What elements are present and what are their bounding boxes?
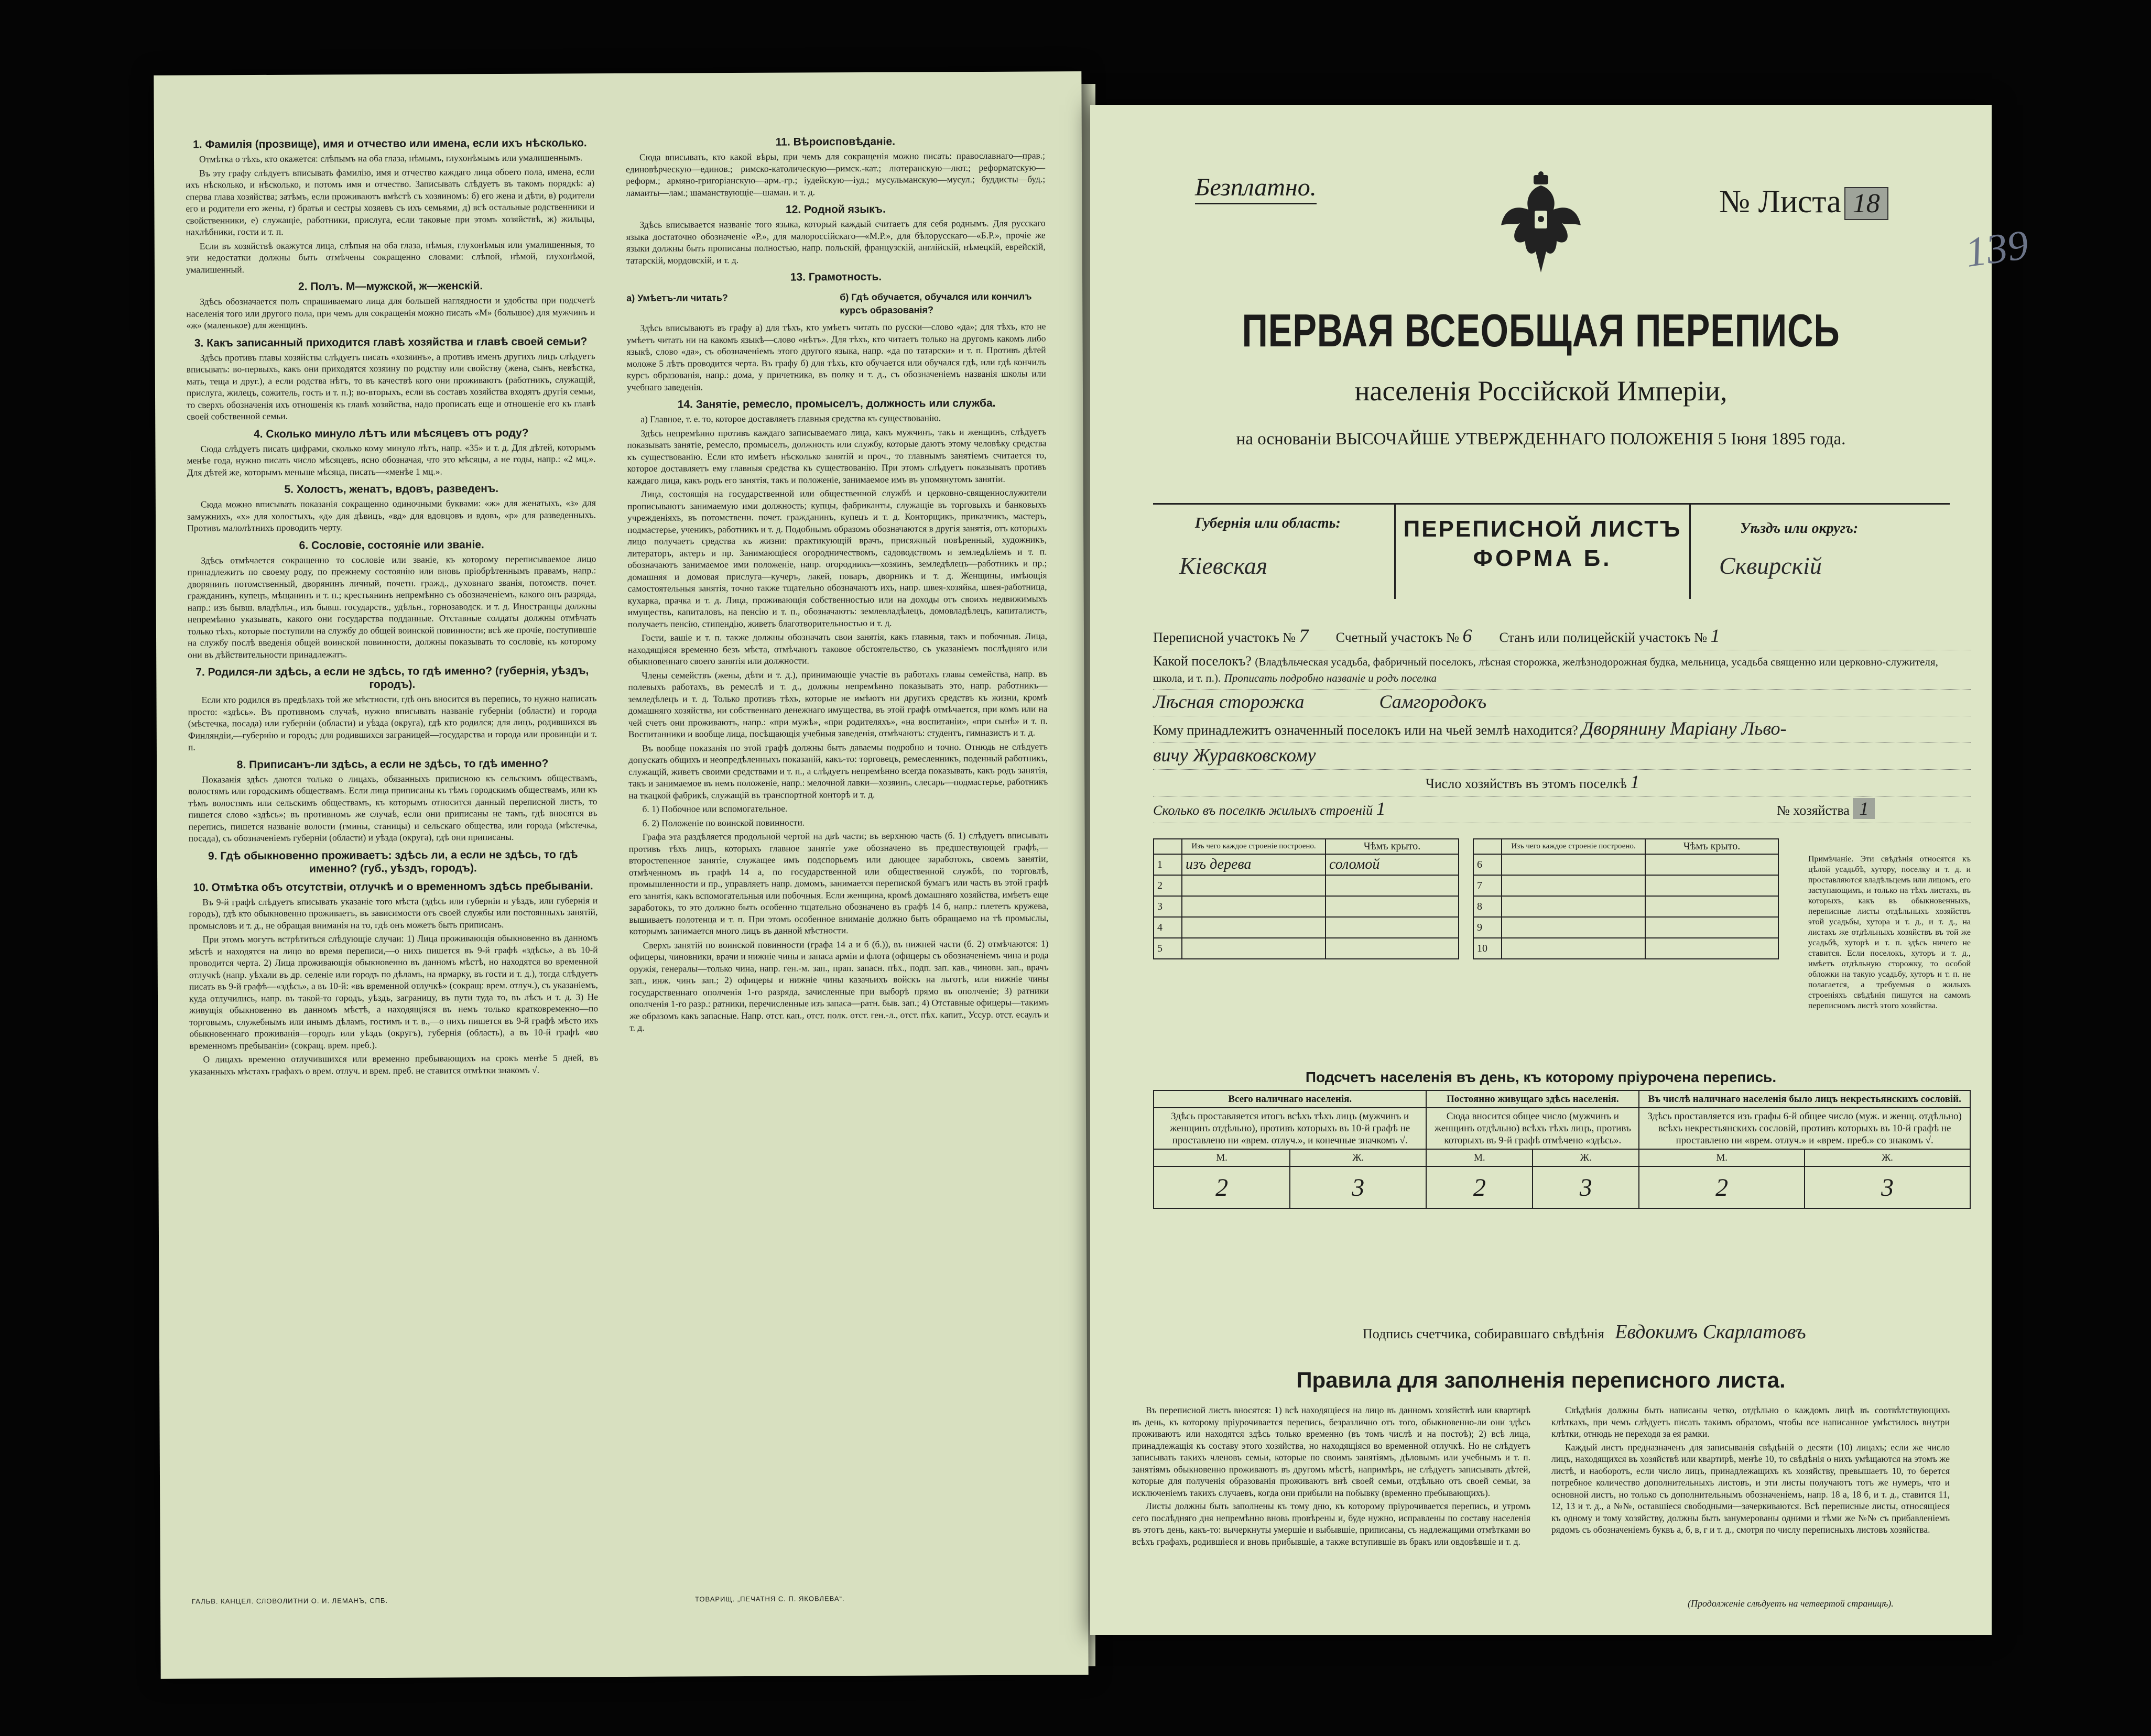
building-material	[1502, 854, 1645, 875]
instruction-subheading: б) Гдѣ обучается, обучался или кончилъ курсъ образованія?	[840, 291, 1032, 316]
present-population-header: Всего наличнаго населенія.	[1154, 1090, 1426, 1108]
form-title: ПЕРЕПИСНОЙ ЛИСТЪ	[1403, 516, 1682, 542]
building-material	[1502, 938, 1645, 959]
instruction-paragraph: Сверхъ занятій по воинской повинности (графа 14 а и б (б.)), въ нижней части (б. 2) отмѣчаются: 1) офицеры, чиновники, врачи и нижніе чины и запаса арміи и флота (офицеры съ обозначеніемъ чина и рода оружія, генералы—только чина, напр. ген.-м. зап., прап. запасн. пѣх., подп. зап. кав., чиновн. зап., врачъ зап., инж. чинъ зап.; 2) офицеры и нижніе чины казачьихъ войскъ на льготѣ, или нижніе чины государственнаго ополченія 1-го разряда, зачисленные при выборѣ прямо въ ополченіе; 3) ратники ополченія 1-го разр.: ратники, перечисленные изъ запаса—ратн. быв. зап.; 4) Отставные офицеры—такимъ же образомъ какъ запасные. Напр. отст. кап., отст. полк. отст. ген.-л., отст. пѣх. капит., Уссур. отст. есаулъ и т. д.	[629, 937, 1049, 1033]
rules-title: Правила для заполненія переписного листа.	[1296, 1368, 1786, 1392]
left-page	[154, 71, 1088, 1679]
building-row	[1473, 938, 1778, 959]
instruction-paragraph: Здѣсь вписывается названіе того языка, который каждый считаетъ для себя роднымъ. Для русскаго языка достаточно обозначеніе «Р.», для малороссійскаго—«М.Р.», для бѣлорусскаго—«Б.Р.», прочіе же языки должны быть прописаны полностью, напр. польскій, французскій, англійскій, нѣмецкій, еврейскій, татарскій, мордовскій, и т. д.	[626, 217, 1046, 266]
buildings-note: Примѣчаніе. Эти свѣдѣнія относятся къ цѣлой усадьбѣ, хутору, поселку и т. д. и проставляются владѣльцемъ или лицомъ, его заступающимъ, и только на тѣхъ листахъ, въ которыхъ, какъ въ обыкновенныхъ, переписные листы отдѣльныхъ хозяйствъ этой усадьбы, хутора и т. д., и т. д., на листахъ же отдѣльныхъ хозяйствъ въ той же усадьбѣ, хуторѣ и т. п. здѣсь ничего не ставится. Если поселокъ, хуторъ и т. д., имѣетъ отдѣльную сторожку, то особой обложки на такую усадьбу, хуторъ и т. п. не полагается, а требуемыя о жилыхъ строеніяхъ свѣдѣнія пишутся на самомъ переписномъ листѣ этого хозяйства.	[1808, 855, 1971, 1010]
instruction-heading: 2. Полъ. М—мужской, ж—женскій.	[298, 280, 483, 293]
census-district-value: 7	[1299, 625, 1309, 646]
settlement-label: Какой поселокъ?	[1153, 653, 1252, 669]
instruction-paragraph: Здѣсь вписываютъ въ графу а) для тѣхъ, кто умѣетъ читать по русски—слово «да»; для тѣхъ, кто не умѣетъ читать ни на какомъ языкѣ—слово «нѣтъ». Для тѣхъ, кто читаетъ только на другомъ какомъ либо языкѣ, слово «да», съ обозначеніемъ этого другого языка, напр. «да по татарски» и т. п. Противъ дѣтей моложе 5 лѣтъ проводится черта. Въ графу б) для тѣхъ, кто обучается или обучался гдѣ, или гдѣ кончилъ курсъ образованія, напр.: дома, у причетника, въ полку и т. д., съ обозначеніемъ названія школы или учебнаго заведенія.	[626, 321, 1046, 392]
census-title: ПЕРВАЯ ВСЕОБЩАЯ ПЕРЕПИСЬ	[1242, 304, 1840, 356]
owner-value-2: вичу Журавковскому	[1153, 745, 1316, 766]
instruction-paragraph: Здѣсь отмѣчается сокращенно то сословіе или званіе, къ которому переписываемое лицо принадлежитъ по своему роду, по прежнему состоянію или вновь пріобрѣтеннымъ правамъ, напр.: дворянинъ потомственный, дворянинъ личный, почетн. гражд., духовнаго званія, потомств. почет. гражданинъ, купецъ, мѣщанинъ и т. п.; крестьянинъ непремѣнно съ обозначеніемъ, какого онъ разряда, напр.: изъ бывш. владѣльч., изъ бывш. государств., удѣльн., горнозаводск. и т. д. Иностранцы должны непремѣнно указывать, какого они государства подданные. Отставные солдаты должны отмѣчать только тѣхъ, которые поступили на службу до общей воинской повинности; всѣ же прочіе, поступившіе на службу послѣ введенія общей воинской повинности, должны показывать то сословіе, къ которому они въ дѣйствительности принадлежатъ.	[187, 553, 597, 660]
building-material: изъ дерева	[1182, 854, 1326, 875]
building-row	[1154, 938, 1459, 959]
building-roof: соломой	[1326, 854, 1459, 875]
settlement-type-value: Лѣсная сторожка	[1153, 691, 1305, 712]
district-value: Сквирскій	[1719, 552, 1822, 579]
instruction-heading: 10. Отмѣтка объ отсутствіи, отлучкѣ и о временномъ здѣсь пребываніи.	[193, 879, 593, 894]
non-peasant-header: Въ числѣ наличнаго населенія было лицъ некрестьянскихъ сословій.	[1639, 1090, 1970, 1108]
building-row	[1473, 896, 1778, 917]
building-row	[1154, 854, 1459, 875]
instruction-heading: 8. Приписанъ-ли здѣсь, а если не здѣсь, то гдѣ именно?	[236, 757, 549, 771]
present-female-count: 3	[1290, 1166, 1426, 1208]
instruction-heading: 13. Грамотность.	[790, 270, 882, 283]
instruction-paragraph: Здѣсь обозначается полъ спрашиваемаго лица для большей наглядности и удобства при подсчетѣ населенія того или другого пола, при чемъ для сокращенія можно писать «М» (большое) для мужчинъ и «ж» (маленькое) для женщинъ.	[186, 294, 595, 331]
police-district-value: 1	[1710, 625, 1720, 646]
building-material-header: Изъ чего каждое строеніе построено.	[1502, 839, 1645, 854]
instruction-paragraph: Сюда слѣдуетъ писать цифрами, сколько кому минуло лѣтъ, напр. «35» и т. д. Для дѣтей, которымъ менѣе года, нужно писать число мѣсяцевъ, ясно обозначая, что это мѣсяцы, а не годы, напр.: «2 мц.». Для дѣтей же, которымъ меньше мѣсяца, писать—«менѣе 1 мц.».	[187, 441, 596, 478]
building-roof-header: Чѣмъ крыто.	[1326, 839, 1459, 854]
police-district-label: Станъ или полицейскій участокъ №	[1499, 630, 1708, 645]
settlement-value-row	[1153, 690, 1971, 716]
right-page	[1090, 105, 2032, 1635]
building-roof	[1645, 854, 1778, 875]
buildings-section	[1153, 838, 1971, 1058]
present-population-instruction: Здѣсь проставляется итогъ всѣхъ тѣхъ лицъ (мужчинъ и женщинъ отдѣльно), противъ которыхъ въ 10-й графѣ не проставлено ни «врем. отлуч.», и конечные значкомъ √.	[1154, 1108, 1426, 1149]
instruction-paragraph: б. 2) Положеніе по воинской повинности.	[642, 816, 805, 828]
households-label: Число хозяйствъ въ этомъ поселкѣ	[1426, 776, 1627, 791]
instruction-paragraph: Сюда можно вписывать показанія сокращенно одиночными буквами: «ж» для женатыхъ, «з» для замужнихъ, «х» для холостыхъ, «д» для дѣвицъ, «вд» для вдовцовъ и вдовъ, «р» для разведенныхъ. Противъ малолѣтнихъ проводить черту.	[187, 497, 596, 533]
building-number: 8	[1473, 896, 1502, 917]
instruction-subheadings	[626, 285, 1046, 320]
building-material	[1502, 917, 1645, 938]
building-material	[1182, 938, 1326, 959]
instruction-paragraph: Въ вообще показанія по этой графѣ должны быть даваемы подробно и точно. Отнюдь не слѣдуетъ допускать общихъ и неопредѣленныхъ показаній, какъ-то: торговецъ, ремесленникъ, поденный работникъ, служащій, живетъ своими средствами и т. п., а слѣдуетъ непремѣнно всегда показывать, какъ родъ занятія, такъ и занимаемое въ немъ положеніе, напр.: мелочной лавки—хозяинъ, слесарь—подмастерье, работникъ на ткацкой фабрикѣ, служащій въ транспортной конторѣ и т. д.	[628, 740, 1048, 801]
instruction-heading: 1. Фамилія (прозвище), имя и отчество или имена, если ихъ нѣсколько.	[193, 137, 587, 151]
male-header: М.	[1426, 1149, 1533, 1166]
building-number: 3	[1154, 896, 1182, 917]
population-count-title: Подсчетъ населенія въ день, къ которому пріурочена перепись.	[1305, 1069, 1777, 1085]
buildings-row	[1153, 796, 1971, 823]
instruction-paragraph: Если въ хозяйствѣ окажутся лица, слѣпыя на оба глаза, нѣмыя, глухонѣмыя или умалишенныя, то эти недостатки должны быть отмѣчены сокращенно словами: слѣпой, нѣмой, глухонѣмой, умалишенный.	[186, 238, 595, 275]
enumerator-signature	[1363, 1320, 1806, 1344]
instruction-heading: 12. Родной языкъ.	[785, 203, 886, 216]
building-material	[1502, 875, 1645, 896]
province-value: Кіевская	[1179, 552, 1268, 579]
building-number: 10	[1473, 938, 1502, 959]
census-subtitle: населенія Россійской Имперіи,	[1354, 375, 1728, 407]
resident-population-header: Постоянно живущаго здѣсь населенія.	[1426, 1090, 1639, 1108]
female-header: Ж.	[1290, 1149, 1426, 1166]
building-material	[1502, 896, 1645, 917]
owner-row-2	[1153, 743, 1971, 770]
counting-district-value: 6	[1462, 625, 1472, 646]
form-title-box	[1394, 505, 1691, 599]
rules-paragraph: Каждый листъ предназначенъ для записыванія свѣдѣній о десяти (10) лицахъ; если же число лицъ, находящихся въ хозяйствѣ или квартирѣ, менѣе 10, то свѣдѣнія о нихъ умѣщаются на этомъ же листѣ, и наоборотъ, если число лицъ, принадлежащихъ къ хозяйству, превышаетъ 10, то берется потребное количество дополнительныхъ листовъ, и эти листы получаютъ тотъ же нумеръ, что и основной листъ, но только съ дополнительнымъ обозначеніемъ, напр. 18 а, 18 б, и т. д., ставится 11, 12, 13 и т. д., а №№, оставшіеся свободными—зачеркиваются. Всѣ переписные листы, относящіеся къ одному и тому хозяйству, должны быть занумерованы одними и тѣми же №№ съ прибавленіемъ рядомъ съ обозначеніемъ буквъ а, б, в, г и т. д., смотря по числу переписныхъ листовъ хозяйства.	[1551, 1442, 1950, 1535]
buildings-table-2	[1473, 838, 1779, 959]
male-header: М.	[1154, 1149, 1290, 1166]
owner-value-1: Дворянину Маріану Льво-	[1581, 718, 1787, 739]
form-header	[1153, 503, 1950, 609]
instruction-heading: 5. Холостъ, женатъ, вдовъ, разведенъ.	[284, 483, 499, 496]
building-material	[1182, 875, 1326, 896]
sheet-number-label: № Листа	[1719, 184, 1841, 220]
instruction-paragraph: Отмѣтка о тѣхъ, кто окажется: слѣпымъ на оба глаза, нѣмымъ, глухонѣмымъ или умалишеннымъ.	[199, 152, 583, 165]
building-row	[1154, 875, 1459, 896]
owner-row	[1153, 716, 1971, 743]
female-header: Ж.	[1533, 1149, 1639, 1166]
printer-imprint-right: ТОВАРИЩ. „ПЕЧАТНЯ С. П. ЯКОВЛЕВА“.	[694, 1595, 845, 1603]
building-roof	[1645, 875, 1778, 896]
instruction-paragraph: Здѣсь противъ главы хозяйства слѣдуетъ писать «хозяинъ», а противъ именъ другихъ лицъ слѣдуетъ вписывать: во-первыхъ, какъ они приходятся хозяину по родству или свойству (жена, сынъ, невѣстка, мать, теща и друг.), а если родства нѣтъ, то въ качествѣ кого они проживаютъ (работникъ, служащій, прислуга, жилецъ, сожитель, гость и т. п.); во-вторыхъ, если въ составъ хозяйства входятъ другія семьи, то сверхъ обозначенія ихъ отношенія къ главѣ хозяйства, надо прописать еще и отношеніе его къ главѣ своей собственной семьи.	[186, 350, 596, 422]
instruction-paragraph: Здѣсь непремѣнно противъ каждаго записываемаго лица, какъ мужчинъ, такъ и женщинъ, слѣдуетъ показывать занятіе, ремесло, промыселъ, должность или службу, которые даютъ этому человѣку средства къ существованію. Если кто имѣетъ нѣсколько занятій и проч., то главнымъ занятіемъ считается то, которое доставляетъ ему главныя средства къ существованію. При этомъ слѣдуетъ показывать противъ каждаго лица, какъ родъ его занятія, такъ и положеніе, занимаемое имъ въ упомянутомъ занятіи.	[627, 425, 1047, 486]
non-peasant-female-count: 3	[1805, 1166, 1970, 1208]
district-label: Уѣздъ или округъ:	[1740, 520, 1859, 537]
rules-paragraph: Свѣдѣнія должны быть написаны четко, отдѣльно о каждомъ лицѣ въ соотвѣтствующихъ клѣткахъ, при чемъ слѣдуетъ писать такимъ образомъ, чтобы все написанное умѣстилось внутри клѣтки, отнюдь не переходя за ея рамки.	[1551, 1405, 1950, 1439]
households-value: 1	[1630, 771, 1640, 792]
settlement-hint-2: Прописать подробно названіе и родъ поселка	[1224, 672, 1437, 684]
resident-male-count: 2	[1426, 1166, 1533, 1208]
resident-female-count: 3	[1533, 1166, 1639, 1208]
building-roof	[1326, 917, 1459, 938]
instruction-paragraph: Сюда вписывать, кто какой вѣры, при чемъ для сокращенія можно писать: православнаго—прав.; единовѣрческую—единов.; римско-католическую—римск.-кат.; лютеранскую—лют.; реформатскую—реформ.; армяно-григоріанскую—арм.-гр.; іудейскую—іуд.; мусульманскую—мусул.; буддисты—буд.; ламаиты—лам.; шаманствующіе—шаман. и т. д.	[626, 150, 1046, 198]
instruction-paragraph: Въ эту графу слѣдуетъ вписывать фамилію, имя и отчество каждаго лица обоего пола, имена, если ихъ нѣсколько, и нѣсколько, и потомъ имя и отчество. Записывать слѣдуетъ въ такомъ порядкѣ: а) сперва глава хозяйства; затѣмъ, если проживаютъ вмѣстѣ съ хозяиномъ: б) его жена и дѣти, в) родители его и родители его жены, г) братья и сестры хозяевъ съ ихъ семьями, д) всѣ остальные родственники и свойственники, е) служащіе, работники, прислуга, если таковые при этомъ хозяйствѣ, ж) жильцы, нахлѣбники, гости и т. п.	[186, 166, 595, 237]
instructions-column-1	[186, 131, 599, 1079]
instruction-paragraph: Гости, вашіе и т. п. также должны обозначать свои занятія, какъ главныя, такъ и побочныя. Лица, находящіяся временно безъ мѣста, отмѣчаютъ таковое обстоятельство, съ указаніемъ послѣдняго или обыкновеннаго своего занятія или должности.	[628, 630, 1048, 667]
resident-population-instruction: Сюда вносится общее число (мужчинъ и женщинъ отдѣльно) всѣхъ тѣхъ лицъ, противъ которыхъ въ 9-й графѣ отмѣчено «здѣсь».	[1426, 1108, 1639, 1149]
non-peasant-male-count: 2	[1639, 1166, 1805, 1208]
building-row	[1473, 854, 1778, 875]
instruction-heading: 3. Какъ записанный приходится главѣ хозяйства и главѣ своей семьи?	[194, 335, 588, 350]
building-roof	[1326, 938, 1459, 959]
free-label: Безплатно.	[1195, 173, 1317, 204]
household-number-label: № хозяйства	[1777, 803, 1850, 818]
building-roof	[1645, 917, 1778, 938]
instruction-heading: 14. Занятіе, ремесло, промыселъ, должность или служба.	[677, 397, 996, 411]
building-row	[1473, 875, 1778, 896]
sheet-number-value: 18	[1844, 187, 1888, 220]
instructions-column-2	[626, 129, 1049, 1035]
owner-label: Кому принадлежитъ означенный поселокъ или на чьей землѣ находится?	[1153, 723, 1578, 738]
counting-district-label: Счетный участокъ №	[1335, 630, 1459, 645]
building-row	[1154, 896, 1459, 917]
signature-value: Евдокимъ Скарлатовъ	[1615, 1321, 1806, 1343]
present-male-count: 2	[1154, 1166, 1290, 1208]
instruction-paragraph: а) Главное, т. е. то, которое доставляетъ главныя средства къ существованію.	[640, 412, 941, 424]
building-number: 7	[1473, 875, 1502, 896]
buildings-label: Сколько въ поселкѣ жилыхъ строеній	[1153, 803, 1373, 818]
instruction-paragraph: Лица, состоящія на государственной или общественной службѣ и церковно-священнослужители прописываютъ занимаемую ими должность; купцы, фабриканты, служащіе въ торговыхъ и банковыхъ учрежденіяхъ, въ потомственн. почет. гражданинъ, купецъ и т. д. Конторщикъ, приказчикъ, мастеръ, подмастерье, ученикъ, работникъ и т. д. Подобнымъ образомъ обозначаются в другія занятія, отъ которыхъ лицо получаетъ средства къ жизни: практикующій врачъ, присяжный повѣренный, художникъ, литераторъ, актеръ и пр. Занимающіеся огородничествомъ, садоводствомъ и земледѣліемъ и т. п. обозначаютъ занимаемое ими положеніе, напр. огородникъ—хозяинъ, земледѣлецъ—работникъ и пр.; домашняя и домовая прислуга—кучеръ, лакей, поваръ, дворникъ и т. д. Женщины, имѣющія самостоятельныя занятія, точно также тщательно обозначаютъ ихъ, напр. швея-хозяйка, швея-работница, кухарка, прачка и т. д. Лица, проживающія собственностью или на доходы отъ своихъ недвижимыхъ имуществъ, капиталовъ, на пенсію и т. п., обозначаютъ: землевладѣлецъ, домовладѣлецъ, капиталистъ, получаетъ пенсію, стипендію, живетъ благотворительностью и т. д.	[627, 487, 1047, 629]
population-count-table	[1153, 1090, 1971, 1209]
location-fields	[1153, 624, 1971, 823]
instruction-paragraph: Если кто родился въ предѣлахъ той же мѣстности, гдѣ онъ вносится въ перепись, то нужно написать просто: «здѣсь». Въ противномъ случаѣ, нужно вписывать названіе губерніи (области) и города (мѣстечка, посада) или губерніи (области) и уѣзда (округа), гдѣ кто родился; для лицъ, родившихся въ Финляндіи,—губернію и городъ; для родившихся заграницей—государства и города или провинціи и т. п.	[188, 693, 597, 752]
building-number: 9	[1473, 917, 1502, 938]
household-number-value: 1	[1853, 798, 1875, 819]
census-district-label: Переписной участокъ №	[1153, 630, 1296, 645]
households-row	[1153, 770, 1971, 796]
sheet-number	[1719, 183, 1888, 221]
female-header: Ж.	[1805, 1149, 1970, 1166]
instruction-heading: 9. Гдѣ обыкновенно проживаетъ: здѣсь ли, а если не здѣсь, то гдѣ именно? (губ., уѣздъ, городъ).	[208, 848, 578, 875]
instruction-subheading: а) Умѣетъ-ли читать?	[626, 292, 728, 303]
legal-basis: на основаніи ВЫСОЧАЙШЕ УТВЕРЖДЕННАГО ПОЛОЖЕНІЯ 5 Іюня 1895 года.	[1236, 430, 1846, 449]
instruction-paragraph: б. 1) Побочное или вспомогательное.	[642, 803, 788, 814]
building-number: 1	[1154, 854, 1182, 875]
rules-paragraph: Листы должны быть заполнены къ тому дню, къ которому пріурочивается перепись, и утромъ сего послѣдняго дня непремѣнно вновь провѣрены и, буде нужно, исправлены по составу населенія въ этотъ день, какъ-то: вычеркнуты умершіе и выбывшіе, приписаны, съ надлежащими отмѣтками во всѣхъ графахъ, родившіеся и вновь прибывшіе, а также вступившіе въ бракъ или овдовѣвшіе и т. д.	[1132, 1501, 1530, 1547]
instruction-heading: 7. Родился-ли здѣсь, а если не здѣсь, то гдѣ именно? (губернія, уѣздъ, городъ).	[195, 664, 589, 691]
settlement-row	[1153, 650, 1971, 690]
instruction-paragraph: Графа эта раздѣляется продольной чертой на двѣ части; въ верхнюю часть (б. 1) слѣдуетъ вписывать противъ тѣхъ лицъ, которыхъ главное занятіе уже обозначено въ предшествующей графѣ,—второстепенное занятіе, служащее имъ подспорьемъ или дающее заработокъ, своемъ занятіи, отмѣченномъ въ графѣ 14 а, по государственной или общественной службѣ, по торговлѣ, промышленности и пр., управляетъ напр. домомъ, занимается перепиской бумагъ или часть въ этой графѣ его занятія, какъ вспомогательныя или побочныя. Если женщина, кромѣ домашняго хозяйства, имѣетъ еще заработокъ, то это должно быть особенно тщательно обозначено въ графѣ 14 б, напр.: плететъ кружева, вышиваетъ полотенца и т. п. При этомъ особенное вниманіе должно быть обращаемо на тѣ промыслы, которымъ занимается много лицъ въ данной мѣстности.	[628, 829, 1049, 936]
instruction-heading: 6. Сословіе, состояніе или званіе.	[299, 538, 484, 552]
form-code: ФОРМА Б.	[1473, 545, 1612, 571]
instruction-heading: 11. Вѣроисповѣданіе.	[775, 135, 896, 148]
buildings-table-1	[1153, 838, 1459, 959]
instruction-paragraph: Въ 9-й графѣ слѣдуетъ вписывать указаніе того мѣста (здѣсь или губерніи и уѣздъ, или губернія и городъ), гдѣ кто обыкновенно проживаетъ, въ зависимости отъ своей службы или постоянныхъ занятій, промысловъ и т. д., не обращая вниманія на то, гдѣ онъ можетъ быть приписанъ.	[189, 894, 598, 931]
continued-note: (Продолженіе слѣдуетъ на четвертой страницѣ).	[1688, 1598, 1894, 1609]
building-roof	[1645, 896, 1778, 917]
building-roof	[1326, 875, 1459, 896]
building-roof-header: Чѣмъ крыто.	[1645, 839, 1778, 854]
archive-stamp-number: 139	[1962, 222, 2032, 276]
signature-label: Подпись счетчика, собиравшаго свѣдѣнія	[1363, 1326, 1604, 1341]
building-material-header: Изъ чего каждое строеніе построено.	[1182, 839, 1326, 854]
buildings-value: 1	[1376, 798, 1386, 819]
building-number: 5	[1154, 938, 1182, 959]
imperial-eagle-emblem-icon	[1499, 173, 1583, 278]
settlement-hint: (Владѣльческая усадьба, фабричный поселокъ, лѣсная сторожка, желѣзнодорожная будка, мельница, усадьба священно или церковно-служителя, школа, и т. п.).	[1153, 656, 1938, 684]
non-peasant-instruction: Здѣсь проставляется изъ графы 6-й общее число (муж. и женщ. отдѣльно) всѣхъ некрестьянскихъ сословій, противъ которыхъ въ 10-й графѣ не проставлено ни «врем. отлуч.» и «врем. преб.» со знакомъ √.	[1639, 1108, 1970, 1149]
rules-paragraph: Въ переписной листъ вносятся: 1) всѣ находящіеся на лицо въ данномъ хозяйствѣ или квартирѣ въ день, къ которому пріурочивается перепись, безразлично отъ того, обыкновенно-ли они здѣсь проживаютъ или находятся здѣсь только временно (въ томъ числѣ и на постоѣ); 2) всѣ лица, принадлежащія къ составу этого хозяйства, но находящіяся во временной отлучкѣ. Но не слѣдуетъ записывать такихъ членовъ семьи, которые по своимъ занятіямъ, дѣловымъ или учебнымъ и т. п. занятіямъ обыкновенно проживаютъ въ другомъ мѣстѣ, напримѣръ, не слѣдуетъ записывать дѣтей, которые для полученія образованія проживаютъ внѣ своей семьи, отдѣльно отъ своей семьи, за исключеніемъ такихъ случаевъ, когда они прибыли на побывку (временно пребывающихъ).	[1132, 1405, 1530, 1498]
instruction-paragraph: Показанія здѣсь даются только о лицахъ, обязанныхъ приписною къ сельскимъ обществамъ, волостямъ или городскимъ обществамъ. Если лица приписаны къ тѣмъ городскимъ обществамъ, или къ тѣмъ волостямъ или сельскимъ обществамъ, къ которымъ относится данный переписной листъ, то пишется слово «здѣсь»; въ противномъ же случаѣ, если они приписаны не тамъ, гдѣ вносятся въ перепись, пишется названіе волости (гмины, станицы) и сельскаго общества, или города (мѣстечка, посада), съ обозначеніемъ губерніи (области) и уѣзда (округа), гдѣ они приписаны.	[188, 772, 598, 844]
province-label: Губернія или область:	[1195, 515, 1341, 531]
building-number: 6	[1473, 854, 1502, 875]
building-number: 4	[1154, 917, 1182, 938]
rules-column-1	[1132, 1404, 1530, 1549]
instruction-paragraph: О лицахъ временно отлучившихся или временно пребывающихъ на срокъ менѣе 5 дней, въ указанныхъ мѣстахъ графахъ о врем. отлуч. и врем. преб. не ставится отмѣтки знакомъ √.	[189, 1052, 599, 1077]
building-material	[1182, 896, 1326, 917]
building-roof	[1326, 896, 1459, 917]
printer-imprint-left: ГАЛЬВ. КАНЦЕЛ. СЛОВОЛИТНИ О. И. ЛЕМАНЪ, СПБ.	[192, 1596, 388, 1606]
settlement-name-value: Самгородокъ	[1379, 691, 1487, 712]
instruction-heading: 4. Сколько минуло лѣтъ или мѣсяцевъ отъ роду?	[254, 427, 529, 440]
building-row	[1473, 917, 1778, 938]
male-header: М.	[1639, 1149, 1805, 1166]
building-roof	[1645, 938, 1778, 959]
building-row	[1154, 917, 1459, 938]
instruction-paragraph: При этомъ могутъ встрѣтиться слѣдующіе случаи: 1) Лица проживающія обыкновенно въ данномъ мѣстѣ и находятся на лицо во время переписи,—о нихъ пишется въ 9-й графѣ «здѣсь», а въ 10-й проводится черта. 2) Лица проживающія обыкновенно въ данномъ мѣстѣ, но находятся во временной отлучкѣ (напр. уѣхали въ др. селеніе или городъ по дѣламъ, на ярмарку, въ гости и т. д.), тогда слѣдуетъ писать въ 9-й графѣ—«здѣсь», а въ 10-й: «въ временной отлучкѣ» (сокращ: врем. отлуч.), съ указаніемъ, куда отлучились, напр. въ такой-то городъ, уѣздъ, заграницу, въ пути туда то, въ лѣсъ и т. д. 3) Не живущія обыкновенно въ данномъ мѣстѣ, а находящіяся въ немъ только кратковременно—по торговымъ, служебнымъ или инымъ дѣламъ, гостимъ и т. в.,—о нихъ пишется въ 9-й графѣ мѣсто ихъ обыкновеннаго проживанія—городъ или уѣздъ (округъ), губернія (область), а въ 10-й графѣ «во временномъ пребываніи» (сокращ. врем. преб.).	[189, 932, 599, 1051]
building-material	[1182, 917, 1326, 938]
district-numbers-row	[1153, 624, 1971, 650]
instruction-paragraph: Члены семействъ (жены, дѣти и т. д.), принимающіе участіе въ работахъ главы семейства, напр. въ полевыхъ работахъ, въ ремеслѣ и т. д., должны непремѣнно показывать это, напр. работникъ—земледѣлецъ и т. д. Только противъ тѣхъ, которые не имѣютъ ни другихъ средствъ къ жизни, кромѣ домашняго хозяйства, ни собственнаго денежнаго имущества, въ этой графѣ отмѣчается, при комъ или на чей счетъ они проживаютъ, напр.: «при мужѣ», «при родителяхъ», «на воспитаніи», «при сынѣ» и т. п. Воспитанники и вообще лица, посѣщающія учебныя заведенія, отмѣчаютъ: студентъ, гимназистъ и т. д.	[628, 668, 1048, 739]
rules-column-2	[1551, 1404, 1950, 1537]
building-number: 2	[1154, 875, 1182, 896]
